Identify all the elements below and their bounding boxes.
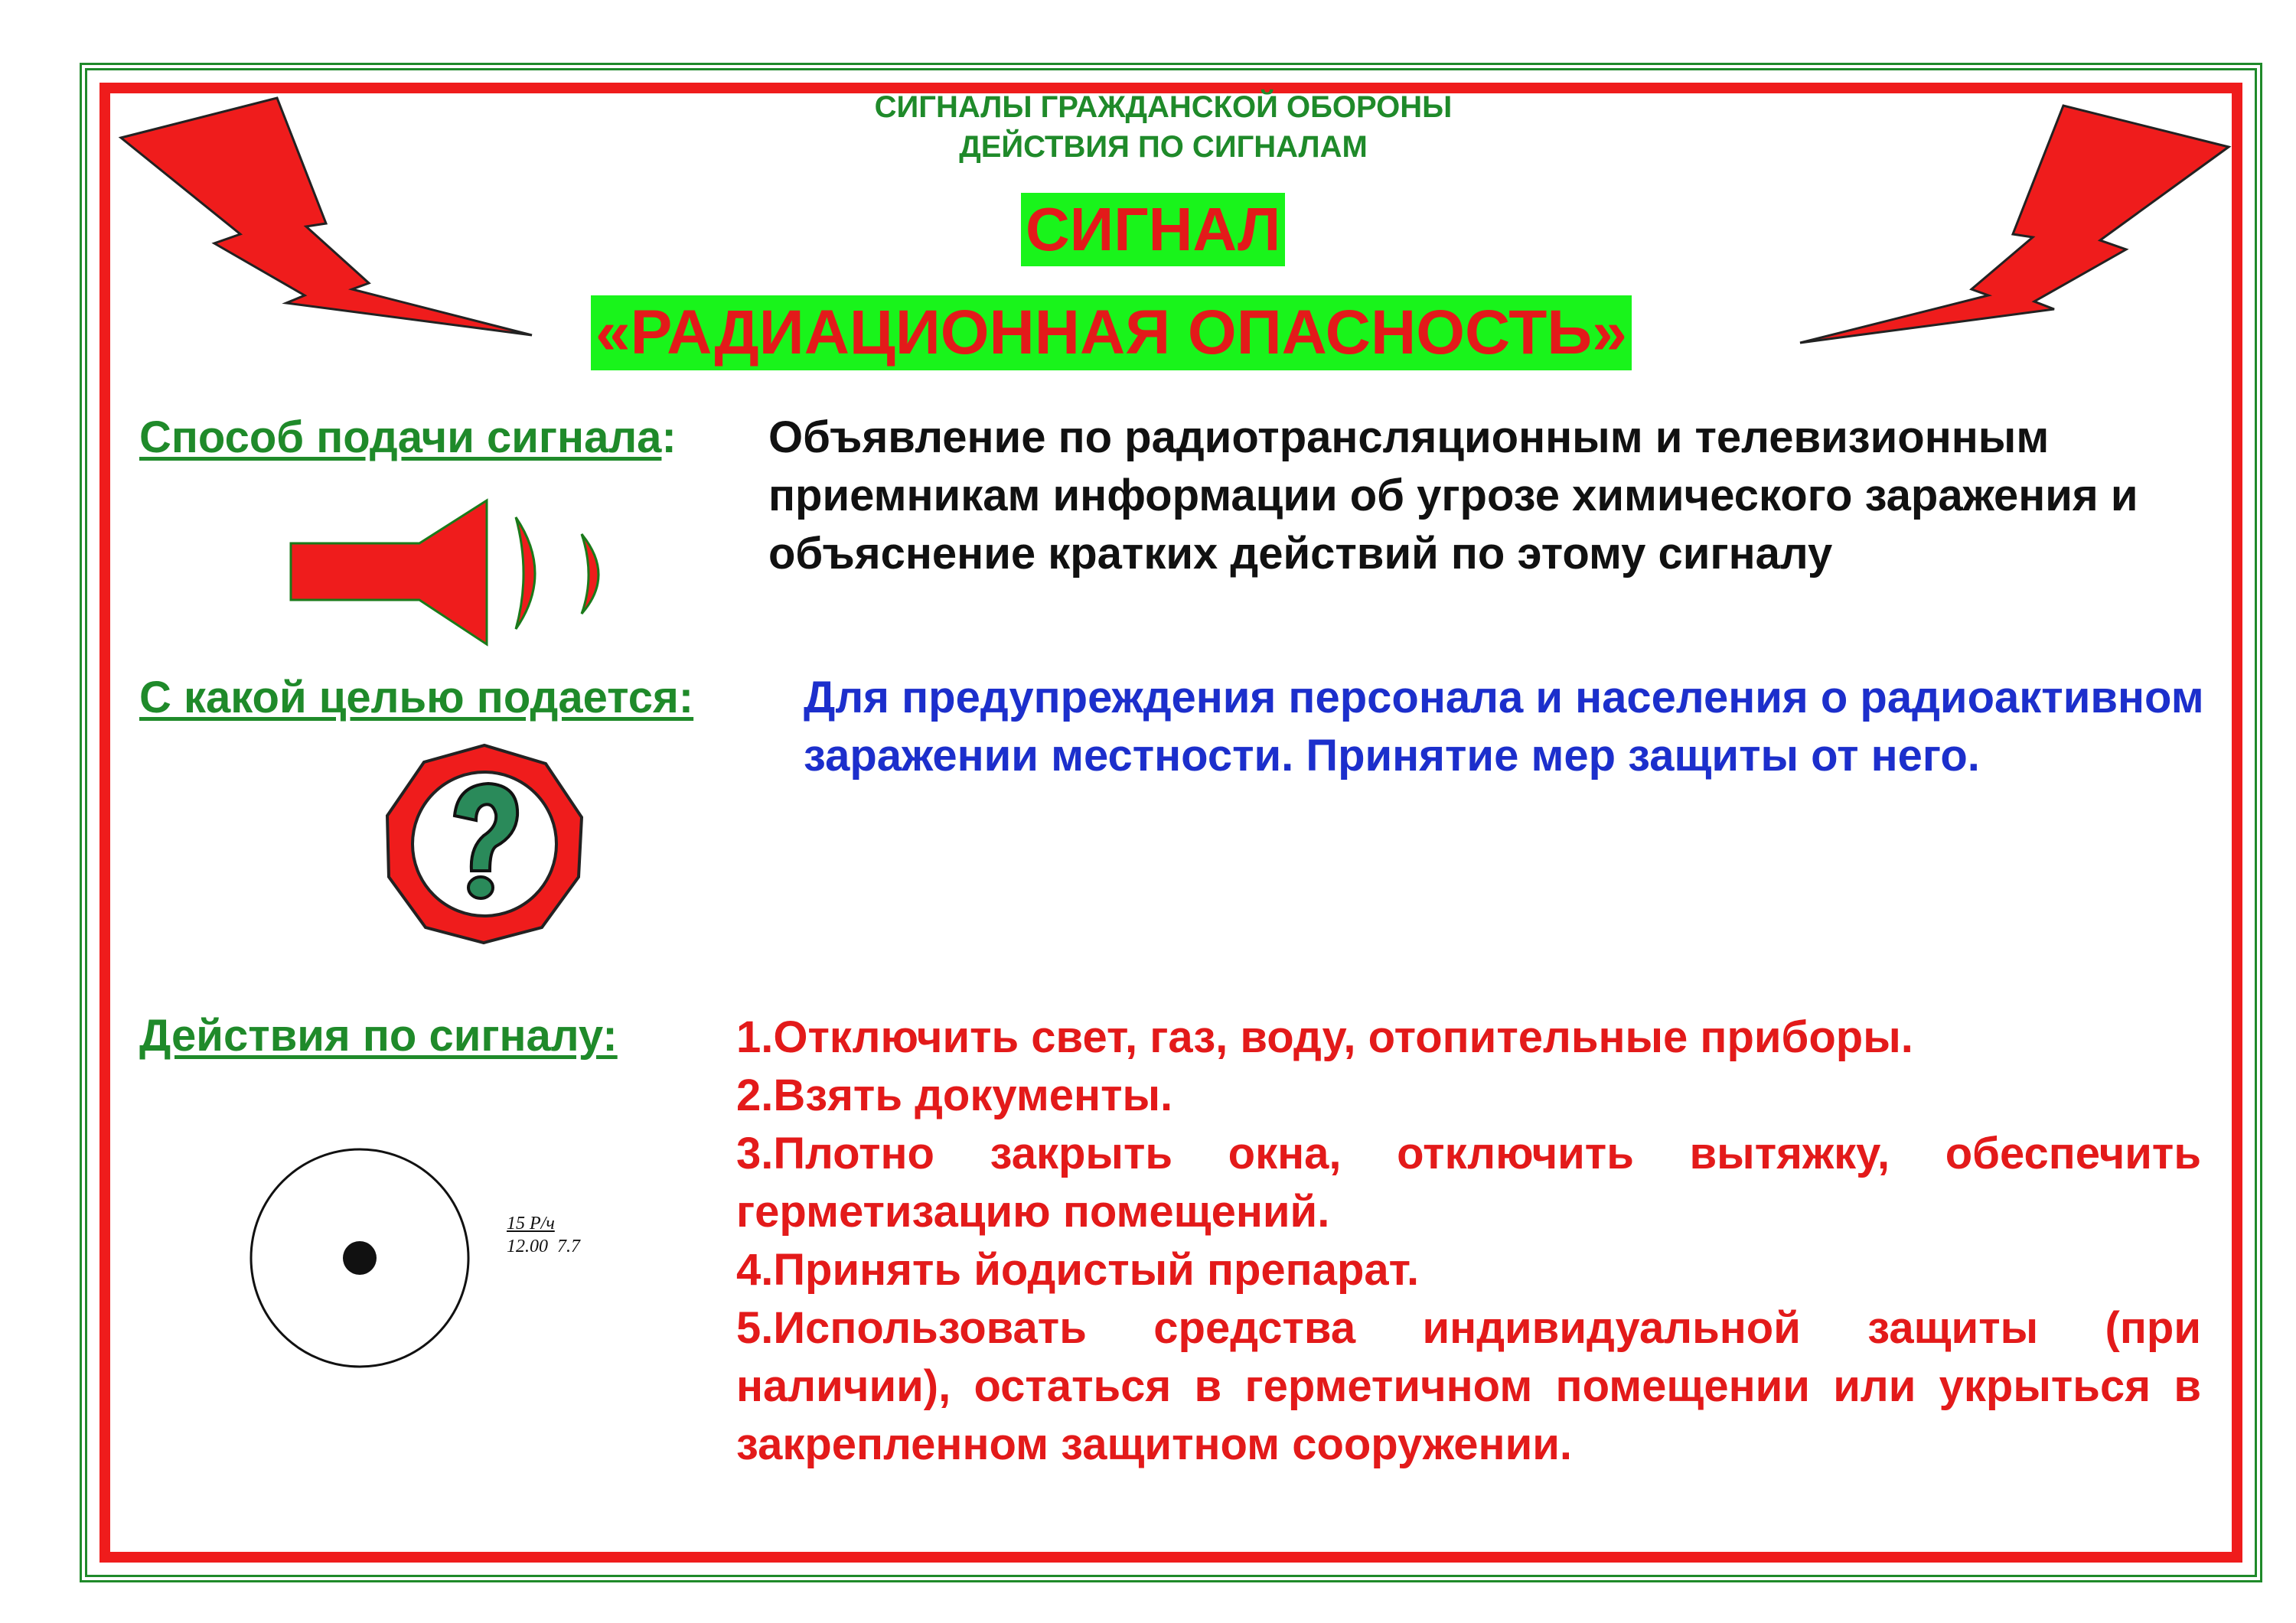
signal-name: «РАДИАЦИОННАЯ ОПАСНОСТЬ» xyxy=(591,295,1632,370)
dosimeter-icon xyxy=(245,1143,475,1373)
signal-title: СИГНАЛ xyxy=(1021,193,1285,266)
header-line-1: СИГНАЛЫ ГРАЖДАНСКОЙ ОБОРОНЫ xyxy=(874,90,1453,124)
method-text: Объявление по радиотрансляционным и телевизионным приемникам информации об угрозе химического заражения и объяснение кратких действий по этому сигналу xyxy=(768,412,2138,578)
action-item-1: 1.Отключить свет, газ, воду, отопительные приборы. xyxy=(736,1012,1913,1062)
dosimeter-reading-top: 15 Р/ч xyxy=(507,1214,555,1234)
header-line-2: ДЕЙСТВИЯ ПО СИГНАЛАМ xyxy=(959,130,1368,164)
method-label: Способ подачи сигнала xyxy=(139,412,662,462)
purpose-label: С какой целью подается: xyxy=(139,673,694,722)
action-item-4: 4.Принять йодистый препарат. xyxy=(736,1245,1420,1295)
action-item-3: 3.Плотно закрыть окна, отключить вытяжку, обеспечить герметизацию помещений. xyxy=(736,1129,2201,1237)
action-item-2: 2.Взять документы. xyxy=(736,1071,1173,1120)
dosimeter-reading xyxy=(507,1212,580,1258)
method-colon: : xyxy=(661,412,677,462)
actions-list xyxy=(736,1009,2201,1474)
method-label-row xyxy=(139,412,677,463)
action-item-5: 5.Использовать средства индивидуальной защиты (при наличии), остаться в герметичном помещении или укрыться в закрепленном защитном сооружении. xyxy=(736,1303,2201,1469)
loudspeaker-icon xyxy=(285,494,629,647)
actions-label: Действия по сигналу: xyxy=(139,1011,618,1061)
purpose-text: Для предупреждения персонала и населения о радиоактивном заражении местности. Принятие мер защиты от него. xyxy=(804,673,2204,781)
dosimeter-reading-bottom: 12.00 7.7 xyxy=(507,1237,580,1256)
question-mark-icon xyxy=(381,741,588,947)
